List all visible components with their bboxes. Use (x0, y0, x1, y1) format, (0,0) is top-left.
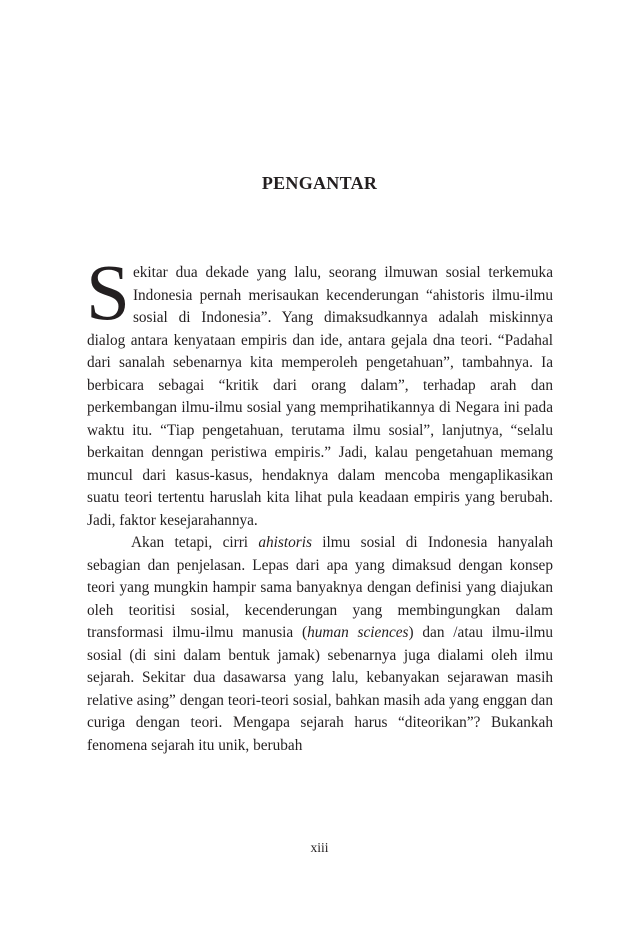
paragraph-2 (87, 532, 553, 757)
page-number: xiii (310, 840, 329, 855)
page-title: PENGANTAR (261, 173, 378, 193)
paragraph-2-text-a: Akan tetapi, cirri (131, 534, 259, 551)
paragraph-1-text: ekitar dua dekade yang lalu, seorang ilmuwan sosial terkemuka Indonesia pernah merisaukan kecenderungan “ahistoris ilmu-ilmu sosial di Indonesia”. Yang dimaksudkannya adalah miskinnya dialog antara kenyataan empiris dan ide, antara gejala dna teori. “Padahal dari sanalah sebenarnya kita memperoleh pengetahuan”, tambahnya. Ia berbicara sebagai “kritik dari orang dalam”, terhadap arah dan perkembangan ilmu-ilmu sosial yang memprihatikannya di Negara ini pada waktu itu. “Tiap pengetahuan, terutama ilmu sosial”, lanjutnya, “selalu berkaitan denngan peristiwa empiris.” Jadi, kalau pengetahuan memang muncul dari kasus-kasus, hendaknya dalam mencoba mengaplikasikan suatu teori tertentu haruslah kita lihat pula keadaan empiris yang berubah. Jadi, faktor kesejarahannya. (87, 264, 553, 529)
paragraph-2-text-c: ) dan /atau ilmu-ilmu sosial (di sini dalam bentuk jamak) sebenarnya juga dialami oleh ilmu sejarah. Sekitar dua dasawarsa yang lalu, kebanyakan sejarawan masih relative asing” dengan teori-teori sosial, bahkan masih ada yang enggan dan curiga dengan teori. Mengapa sejarah harus “diteorikan”? Bukankah fenomena sejarah itu unik, berubah (87, 624, 553, 754)
body-text (86, 250, 554, 757)
paragraph-2-text-b: ilmu sosial di Indonesia hanyalah sebagian dan penjelasan. Lepas dari apa yang dimaksud dengan konsep teori yang mungkin hampir sama banyaknya dengan definisi yang diajukan oleh teoritisi sosial, kecenderungan yang membingungkan dalam transformasi ilmu-ilmu manusia ( (87, 534, 554, 641)
paragraph-2-italic-b: human sciences (307, 624, 409, 641)
paragraph-2-italic-a: ahistoris (258, 534, 312, 551)
paragraph-1 (86, 250, 553, 532)
drop-cap: S (86, 250, 130, 337)
